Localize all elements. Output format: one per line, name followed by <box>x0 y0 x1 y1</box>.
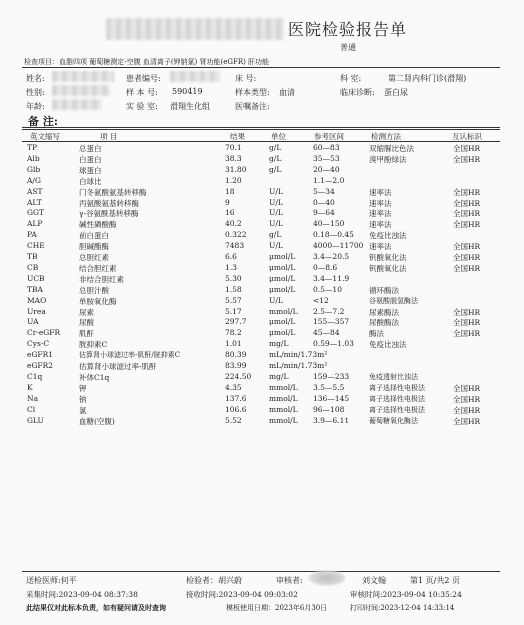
lab-label: 实 验 室: <box>126 102 158 111</box>
cell-result: 224.50 <box>225 371 252 381</box>
cell-result: 137.6 <box>225 393 247 403</box>
table-row <box>0 230 524 241</box>
cell-ref: 136—145 <box>313 393 350 403</box>
cell-abbr: ALT <box>27 197 42 207</box>
cell-unit: mmol/L <box>269 306 298 316</box>
cell-standard: 全国HR <box>453 198 481 208</box>
cell-method: 离子选择性电极法 <box>369 383 425 392</box>
cell-standard: 全国HR <box>453 242 481 252</box>
cell-name: 估算肾小球滤过率-肌酐/胱抑素C <box>79 351 181 360</box>
cell-result: 6.6 <box>225 252 237 261</box>
cell-unit: U/L <box>269 295 283 305</box>
cell-abbr: A/G <box>27 175 41 185</box>
cell-result: 7483 <box>225 241 245 251</box>
cell-abbr: Na <box>27 393 39 403</box>
cell-abbr: GLU <box>27 415 44 425</box>
cell-ref: 2.5—7.2 <box>313 306 345 316</box>
cell-standard: 全国HR <box>453 263 481 273</box>
cell-standard: 全国HR <box>453 253 481 262</box>
cell-name: 门冬氨酸氨基转移酶 <box>79 187 147 197</box>
sample-no-value: 590419 <box>172 87 203 96</box>
cell-ref: 0.59—1.03 <box>313 339 354 349</box>
table-row <box>0 328 524 339</box>
lab-value: 滑翔生化组 <box>170 102 210 111</box>
divider-footer <box>22 571 500 572</box>
table-row <box>0 416 524 427</box>
cell-abbr: eGFR1 <box>27 350 54 360</box>
print-time: 打印时间:2023-12-04 14:33:14 <box>350 604 455 612</box>
cell-ref: 3.4—11.9 <box>313 273 350 283</box>
table-row <box>0 296 524 307</box>
cell-method: 离子选择性电极法 <box>369 405 425 414</box>
cell-abbr: GGT <box>27 208 44 218</box>
header-name: 项 目 <box>100 132 118 141</box>
reviewer-label: 审核者: <box>276 576 303 585</box>
cell-name: 钠 <box>79 394 87 404</box>
cell-name: 胆碱酯酶 <box>79 242 109 252</box>
header-standard: 互认标识 <box>452 132 482 141</box>
cell-ref: 0—40 <box>313 197 335 207</box>
cell-abbr: TB <box>27 252 38 261</box>
cell-result: 1.01 <box>225 339 242 349</box>
cell-result: 40.2 <box>225 219 242 229</box>
cell-unit: U/L <box>269 197 283 207</box>
cell-abbr: TBA <box>27 284 43 294</box>
cell-ref: 20—40 <box>313 164 340 174</box>
sex-redacted <box>52 85 110 96</box>
cell-unit: g/L <box>269 230 282 240</box>
cell-result: 106.6 <box>225 404 247 414</box>
cell-name: 前白蛋白 <box>79 231 109 241</box>
cell-result: 78.2 <box>225 328 242 338</box>
table-row <box>0 307 524 318</box>
cell-abbr: Glb <box>27 164 41 174</box>
cell-ref: 0.18—0.45 <box>313 230 354 240</box>
cell-result: 5.17 <box>225 306 242 316</box>
cell-abbr: K <box>27 382 33 392</box>
cell-name: 肌酐 <box>79 329 94 339</box>
reviewer-signature <box>308 570 346 586</box>
table-row <box>0 252 524 263</box>
cell-abbr: AST <box>27 186 43 196</box>
cell-name: 单胺氧化酶 <box>79 296 117 306</box>
cell-abbr: Cys-C <box>27 339 50 349</box>
cell-name: 球蛋白 <box>79 165 102 175</box>
cell-ref: 35—53 <box>313 153 340 163</box>
table-row <box>0 143 524 154</box>
table-row <box>0 317 524 328</box>
cell-ref: 155—357 <box>313 317 350 327</box>
cell-unit: mmol/L <box>269 415 298 425</box>
cell-abbr: Alb <box>27 153 40 163</box>
cell-unit: mL/min/1.73m² <box>269 350 328 360</box>
cell-abbr: ALP <box>27 219 43 229</box>
cell-abbr: C1q <box>27 371 43 381</box>
age-redacted <box>52 99 102 110</box>
page-indicator: 第1 页/共2 页 <box>410 576 460 585</box>
cell-unit: μmol/L <box>269 317 296 327</box>
cell-name: 补体C1q <box>79 372 110 382</box>
dept-label: 科 室: <box>340 74 362 83</box>
diagnosis-label: 临床诊断: <box>340 88 375 97</box>
cell-abbr: UCB <box>27 273 45 283</box>
cell-result: 80.39 <box>225 350 247 360</box>
cell-standard: 全国HR <box>453 329 481 339</box>
cell-ref: 1.1—2.0 <box>313 175 345 185</box>
inspector: 检验者：胡兴蔚 <box>186 576 242 585</box>
cell-unit: μmol/L <box>269 273 296 283</box>
cell-method: 免疫比浊法 <box>369 231 407 241</box>
cell-method: 离子选择性电极法 <box>369 394 425 403</box>
cell-unit: g/L <box>269 164 282 174</box>
cell-unit: mg/L <box>269 371 289 381</box>
cell-result: 5.57 <box>225 295 242 305</box>
cell-result: 1.3 <box>225 262 237 272</box>
cell-name: 总胆汁酸 <box>79 285 109 295</box>
cell-abbr: UA <box>27 317 39 327</box>
remarks-label: 备 注: <box>28 115 58 128</box>
table-row <box>0 165 524 176</box>
cell-name: 尿素 <box>79 307 94 317</box>
table-row <box>0 241 524 252</box>
cell-result: 31.80 <box>225 164 247 174</box>
cell-method: 溴甲酚绿法 <box>369 154 407 164</box>
cell-standard: 全国HR <box>453 307 481 317</box>
disclaimer: 此结果仅对此标本负责，如有疑问请及时查询 <box>26 604 166 612</box>
cell-unit: μmol/L <box>269 252 296 261</box>
cell-name: 丙氨酸氨基转移酶 <box>79 198 139 208</box>
cell-abbr: Cl <box>27 404 36 414</box>
cell-name: 非结合胆红素 <box>79 274 124 284</box>
table-row <box>0 394 524 405</box>
cell-unit: g/L <box>269 143 282 152</box>
cell-result: 5.30 <box>225 273 242 283</box>
cell-name: 胱抑素C <box>79 340 108 350</box>
table-row <box>0 274 524 285</box>
review-time: 审核时间:2023-09-04 10:35:24 <box>350 590 462 599</box>
cell-unit: U/L <box>269 241 283 251</box>
cell-ref: 5—34 <box>313 186 335 196</box>
cell-method: 速率法 <box>369 242 392 252</box>
table-row <box>0 350 524 361</box>
cell-name: γ-谷氨酰基转移酶 <box>79 209 139 219</box>
cell-standard: 全国HR <box>453 144 481 153</box>
cell-name: 结合胆红素 <box>79 263 117 273</box>
cell-name: 血糖(空腹) <box>79 416 115 426</box>
table-row <box>0 372 524 383</box>
name-label: 姓名: <box>26 74 45 83</box>
cell-unit: U/L <box>269 186 283 196</box>
cell-ref: 0.5—10 <box>313 284 342 294</box>
cell-abbr: TP <box>27 143 38 152</box>
cell-unit: mL/min/1.73m² <box>269 361 328 370</box>
cell-method: 葡萄糖氧化酶法 <box>369 416 418 425</box>
cell-method: 免疫透射比浊法 <box>369 372 418 381</box>
report-subtitle: 普通 <box>340 43 356 52</box>
cell-standard: 全国HR <box>453 220 481 230</box>
cell-unit: U/L <box>269 219 283 229</box>
cell-standard: 全国HR <box>453 383 481 393</box>
table-row <box>0 285 524 296</box>
cell-ref: 3.5—5.5 <box>313 382 345 392</box>
cell-result: 4.35 <box>225 382 242 392</box>
cell-abbr: Urea <box>27 306 46 316</box>
cell-name: 估算肾小球滤过率-肌酐 <box>79 362 157 371</box>
table-row <box>0 339 524 350</box>
divider-table-header <box>22 141 500 142</box>
cell-ref: 3.4—20.5 <box>313 252 350 261</box>
patient-no-redacted <box>170 71 220 82</box>
cell-abbr: PA <box>27 230 37 240</box>
cell-abbr: Cr-eGFR <box>27 328 61 338</box>
header-ref: 参考区间 <box>314 132 344 141</box>
cell-standard: 全国HR <box>453 394 481 404</box>
sample-no-label: 样 本 号: <box>126 88 158 97</box>
cell-method: 钒酸氧化法 <box>369 253 407 262</box>
cell-abbr: CB <box>27 262 39 272</box>
cell-method: 速率法 <box>369 187 392 197</box>
cell-standard: 全国HR <box>453 209 481 219</box>
cell-method: 循环酶法 <box>369 285 399 295</box>
cell-method: 速率法 <box>369 198 392 208</box>
cell-unit: μmol/L <box>269 328 296 338</box>
cell-name: 白球比 <box>79 176 102 186</box>
cell-method: 速率法 <box>369 220 392 230</box>
cell-result: 18 <box>225 186 235 196</box>
cell-ref: 0—8.6 <box>313 262 338 272</box>
diagnosis-value: 蛋白尿 <box>384 88 408 97</box>
cell-result: 0.322 <box>225 230 247 240</box>
report-title: 医院检验报告单 <box>288 20 408 39</box>
cell-result: 5.52 <box>225 415 242 425</box>
table-row <box>0 187 524 198</box>
cell-unit: mg/L <box>269 339 289 349</box>
cell-unit: g/L <box>269 153 282 163</box>
cell-result: 38.3 <box>225 153 242 163</box>
table-row <box>0 208 524 219</box>
test-items: 检查项目：血脂四项 葡萄糖测定-空腹 血清离子(钾钠氯) 肾功能(eGFR) 肝功能 <box>24 58 270 66</box>
sex-label: 性别: <box>26 88 45 97</box>
hospital-name-redacted <box>106 18 284 40</box>
cell-unit: U/L <box>269 208 283 218</box>
divider-remarks <box>22 127 500 130</box>
cell-result: 1.58 <box>225 284 242 294</box>
header-abbr: 英文缩写 <box>30 132 60 141</box>
cell-unit: mmol/L <box>269 404 298 414</box>
patient-no-label: 患者编号: <box>126 74 161 83</box>
cell-ref: 60—83 <box>313 143 340 152</box>
cell-method: 免疫比浊法 <box>369 340 407 350</box>
dept-value: 第二肾内科门诊(滑翔) <box>388 74 467 83</box>
cell-ref: 9—64 <box>313 208 335 218</box>
doctor-note-label: 医嘱备注: <box>235 102 270 111</box>
header-unit: 单位 <box>271 132 286 141</box>
age-label: 年龄: <box>26 102 45 111</box>
cell-result: 1.20 <box>225 175 242 185</box>
cell-ref: 45—84 <box>313 328 340 338</box>
cell-unit: μmol/L <box>269 262 296 272</box>
table-row <box>0 383 524 394</box>
sample-type-value: 血清 <box>279 88 295 97</box>
cell-standard: 全国HR <box>453 405 481 415</box>
sample-type-label: 样本类型: <box>235 88 270 97</box>
table-row <box>0 219 524 230</box>
cell-method: 酶法 <box>369 329 384 339</box>
cell-method: 速率法 <box>369 209 392 219</box>
table-row <box>0 176 524 187</box>
cell-abbr: eGFR2 <box>27 361 54 370</box>
cell-standard: 全国HR <box>453 154 481 164</box>
table-row <box>0 263 524 274</box>
cell-standard: 全国HR <box>453 187 481 197</box>
collect-time: 采集时间:2023-09-04 08:37:38 <box>26 590 138 599</box>
table-row <box>0 361 524 372</box>
name-redacted <box>52 71 114 82</box>
cell-method: 钒酸氧化法 <box>369 263 407 273</box>
cell-standard: 全国HR <box>453 318 481 328</box>
cell-ref: <12 <box>313 295 329 305</box>
header-result: 结果 <box>230 132 245 141</box>
cell-result: 70.1 <box>225 143 242 152</box>
bed-label: 床 号: <box>235 74 257 83</box>
cell-result: 83.99 <box>225 361 247 370</box>
table-row <box>0 154 524 165</box>
table-row <box>0 198 524 209</box>
cell-ref: 40—150 <box>313 219 345 229</box>
cell-abbr: CHE <box>27 241 45 251</box>
cell-name: 碱性磷酸酶 <box>79 220 117 230</box>
cell-standard: 全国HR <box>453 416 481 426</box>
cell-unit: mmol/L <box>269 393 298 403</box>
cell-ref: 159—233 <box>313 371 350 381</box>
template-version: 模板使用日期：2023年6月30日 <box>226 604 328 612</box>
cell-name: 总蛋白 <box>79 144 102 153</box>
header-method: 检测方法 <box>371 132 401 141</box>
cell-method: 双缩脲比色法 <box>369 144 414 153</box>
table-row <box>0 405 524 416</box>
reviewer-name: 刘文翰 <box>362 576 386 585</box>
divider-top <box>22 67 500 68</box>
cell-ref: 96—108 <box>313 404 345 414</box>
cell-name: 尿酸 <box>79 318 94 328</box>
cell-ref: 4000—11700 <box>313 241 364 251</box>
cell-unit: μmol/L <box>269 284 296 294</box>
cell-name: 氯 <box>79 405 87 415</box>
cell-method: 谷氨酸脱氢酶法 <box>369 296 418 305</box>
cell-result: 16 <box>225 208 235 218</box>
cell-name: 钾 <box>79 383 87 393</box>
cell-method: 尿素酶法 <box>369 307 399 317</box>
receive-time: 接收时间:2023-09-04 09:03:02 <box>186 590 298 599</box>
cell-ref: 3.9—6.11 <box>313 415 350 425</box>
cell-result: 297.7 <box>225 317 247 327</box>
cell-abbr: MAO <box>27 295 47 305</box>
cell-name: 白蛋白 <box>79 154 102 164</box>
cell-result: 9 <box>225 197 230 207</box>
cell-name: 总胆红素 <box>79 253 109 262</box>
sender-doctor: 送检医师:何平 <box>26 576 77 585</box>
cell-method: 尿酸酶法 <box>369 318 399 328</box>
cell-unit: mmol/L <box>269 382 298 392</box>
